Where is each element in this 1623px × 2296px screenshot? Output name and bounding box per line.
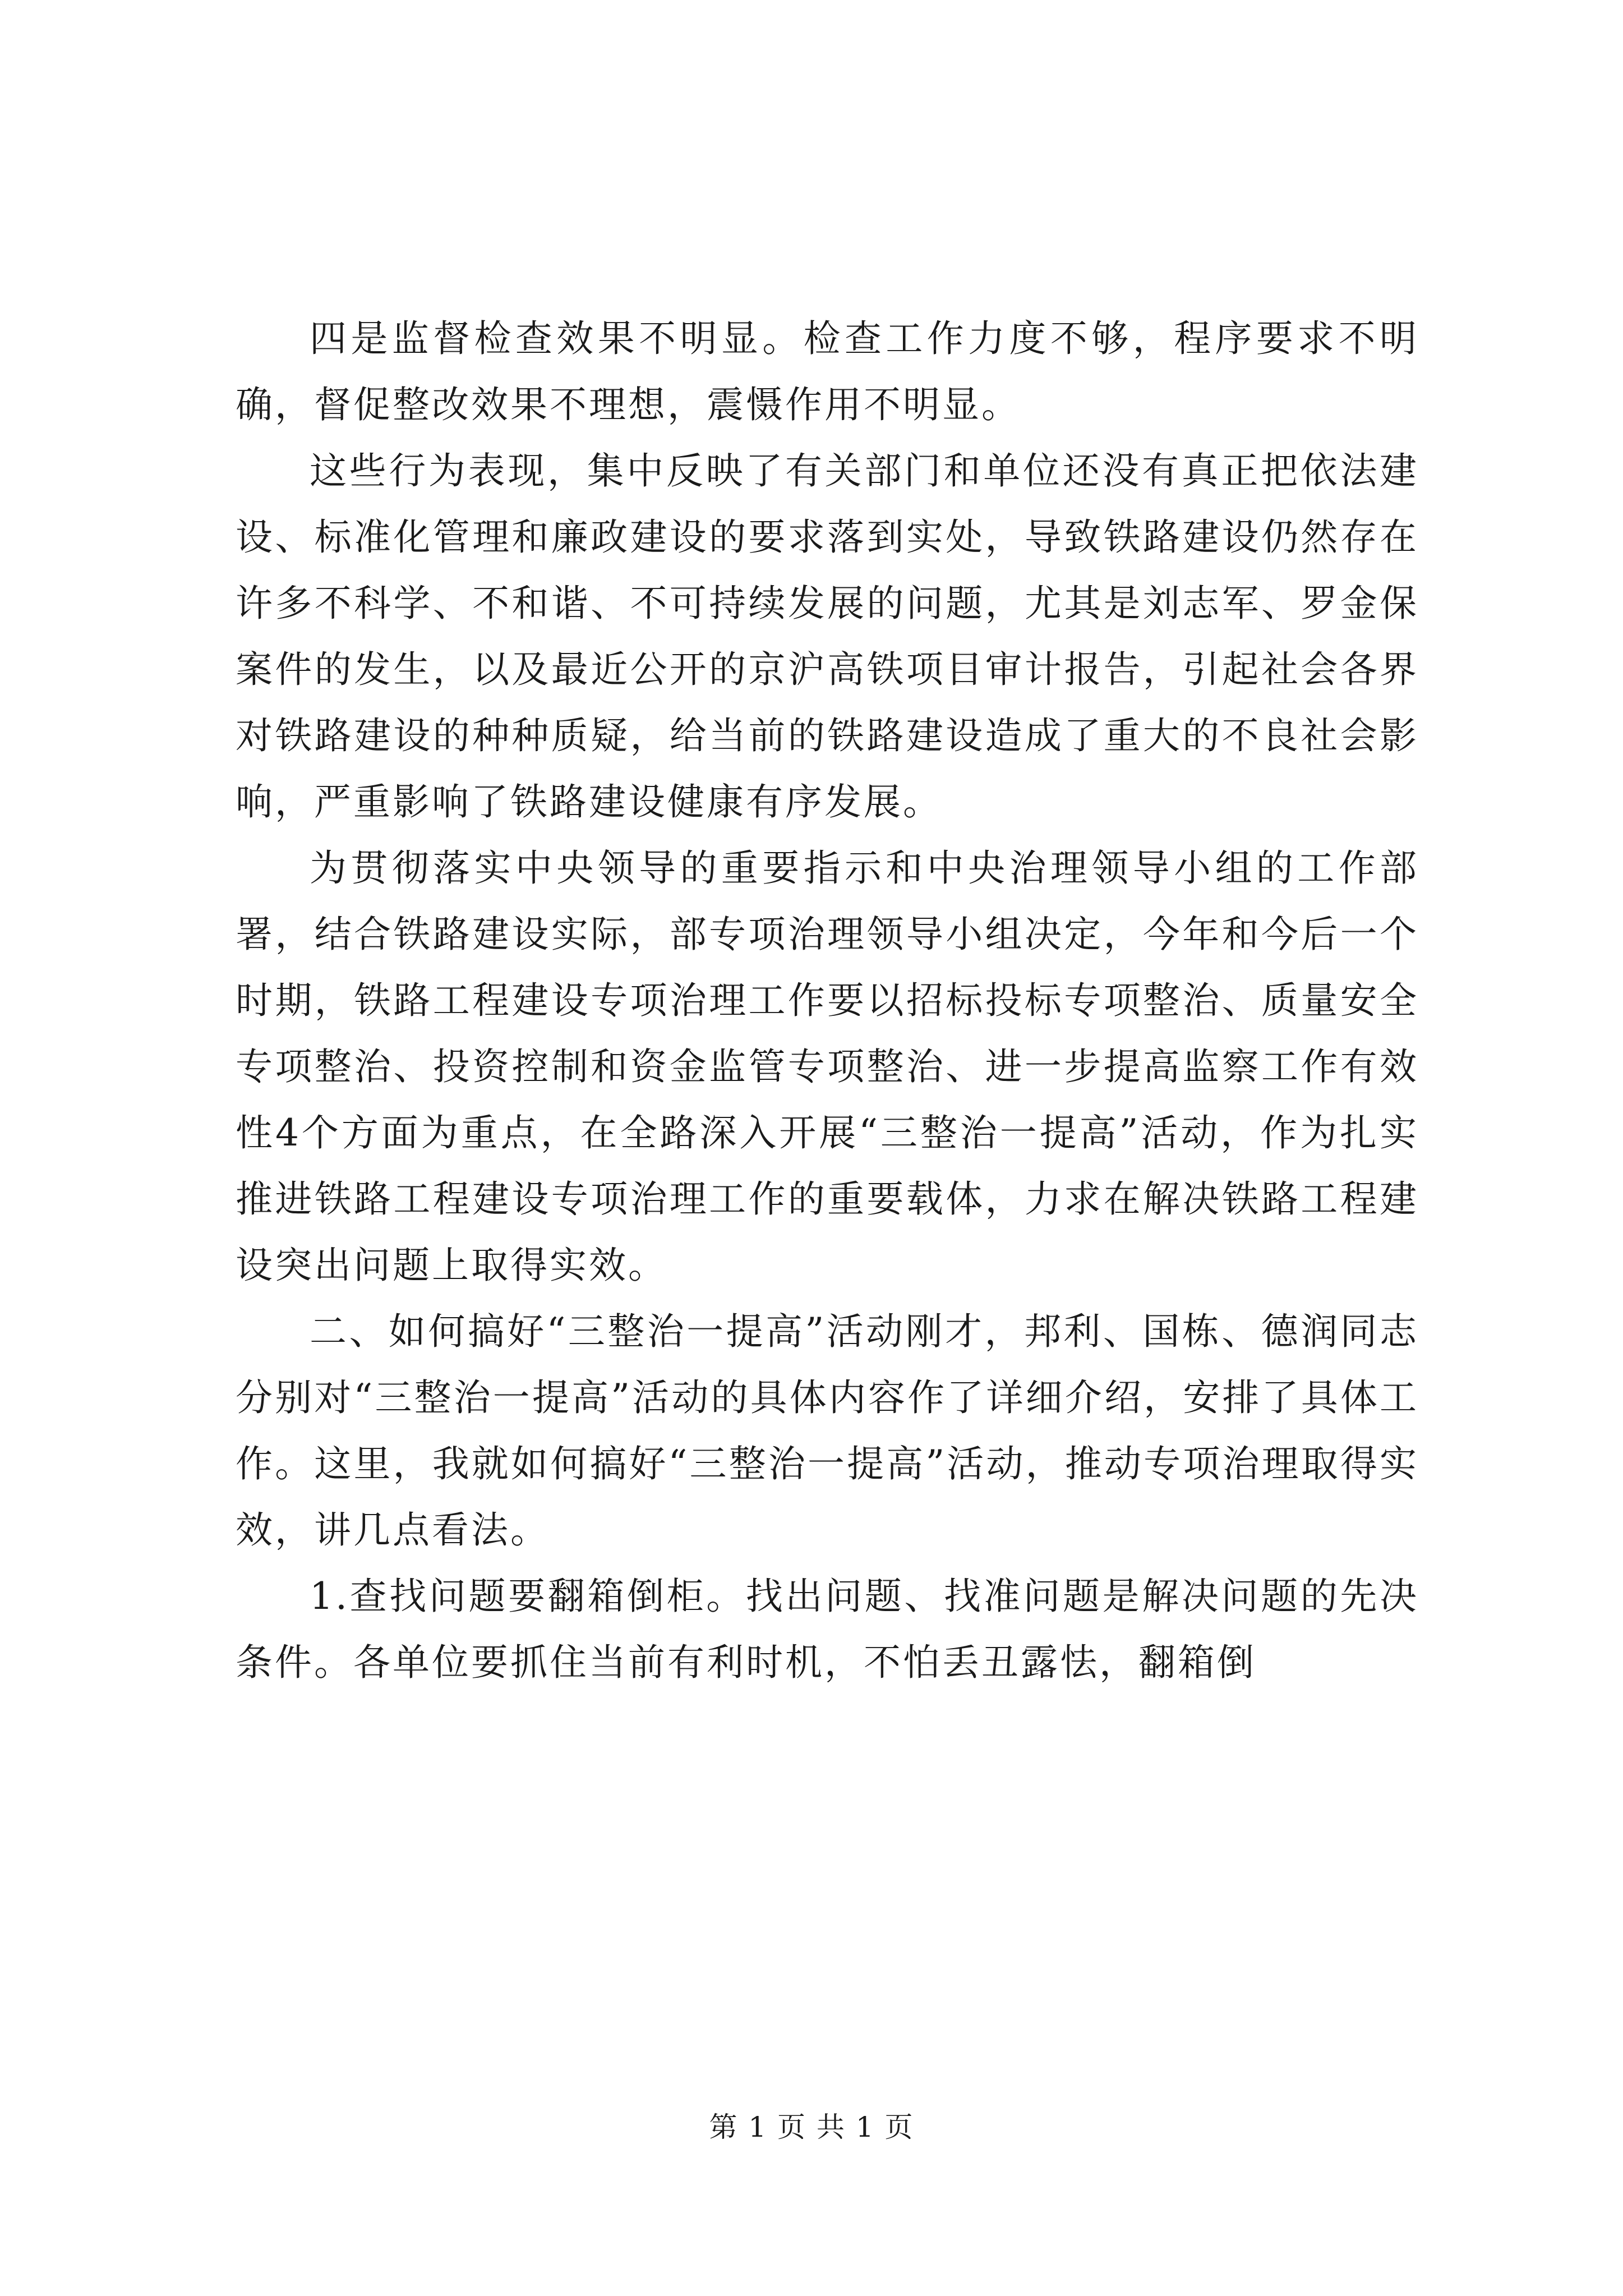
paragraph-supervision-inspection: 四是监督检查效果不明显。检查工作力度不够，程序要求不明确，督促整改效果不理想，震慑作用不明显。	[236, 317, 1419, 426]
paragraph-behavior-reflection: 这些行为表现，集中反映了有关部门和单位还没有真正把依法建设、标准化管理和廉政建设的要求落到实处，导致铁路建设仍然存在许多不科学、不和谐、不可持续发展的问题，尤其是刘志军、罗金保案件的发生，以及最近公开的京沪高铁项目审计报告，引起社会各界对铁路建设的种种质疑，给当前的铁路建设造成了重大的不良社会影响，严重影响了铁路建设健康有序发展。	[236, 449, 1419, 823]
paragraph-section-two-heading: 二、如何搞好“三整治一提高”活动刚才，邦利、国栋、德润同志分别对“三整治一提高”活动的具体内容作了详细介绍，安排了具体工作。这里，我就如何搞好“三整治一提高”活动，推动专项治理取得实效，讲几点看法。	[236, 1310, 1419, 1552]
paragraph-point-one: 1.查找问题要翻箱倒柜。找出问题、找准问题是解决问题的先决条件。各单位要抓住当前有利时机，不怕丢丑露怯，翻箱倒	[236, 1575, 1419, 1684]
paragraph-implementation-decision: 为贯彻落实中央领导的重要指示和中央治理领导小组的工作部署，结合铁路建设实际，部专项治理领导小组决定，今年和今后一个时期，铁路工程建设专项治理工作要以招标投标专项整治、质量安全专项整治、投资控制和资金监管专项整治、进一步提高监察工作有效性4个方面为重点，在全路深入开展“三整治一提高”活动，作为扎实推进铁路工程建设专项治理工作的重要载体，力求在解决铁路工程建设突出问题上取得实效。	[236, 846, 1419, 1287]
page-footer: 第 1 页 共 1 页	[709, 2111, 914, 2143]
document-body	[236, 306, 1419, 1696]
